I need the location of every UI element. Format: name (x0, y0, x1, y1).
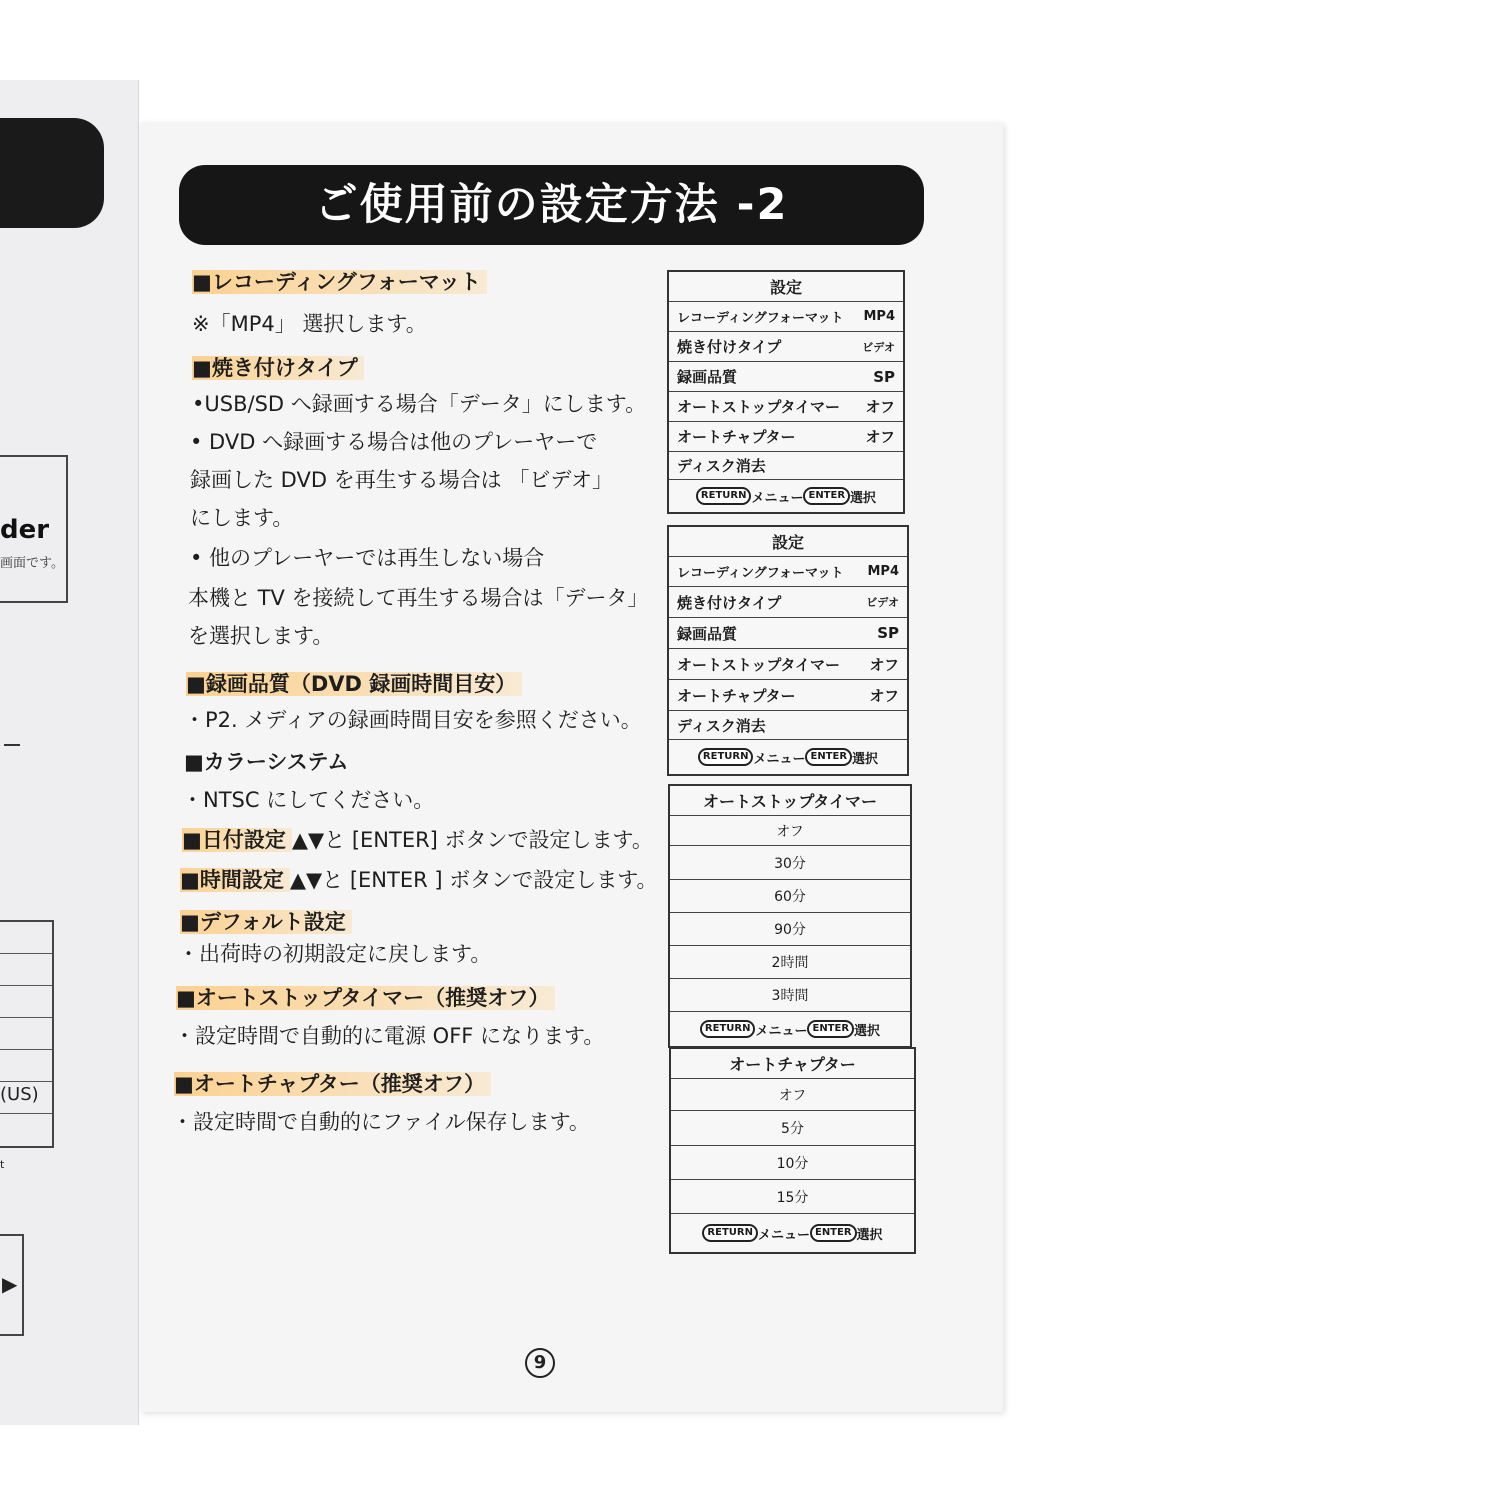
section-text: ・P2. メディアの録画時間目安を参照ください。 (184, 708, 642, 732)
menu-option: 2時間 (670, 946, 910, 979)
menu-row: レコーディングフォーマット MP4 (669, 302, 903, 332)
menu-row: 録画品質 SP (669, 618, 907, 649)
return-button-icon: RETURN (700, 1020, 756, 1038)
menu-row: 焼き付けタイプ ビデオ (669, 587, 907, 618)
menu-footer: RETURN メニュー ENTER 選択 (670, 1012, 910, 1046)
section-heading: ■録画品質（DVD 録画時間目安） (186, 668, 522, 698)
return-button-icon: RETURN (698, 748, 754, 766)
section-text: ・NTSC にしてください。 (182, 788, 435, 812)
previous-page-t-text: t (0, 1158, 5, 1171)
menu-row: 録画品質 SP (669, 362, 903, 392)
previous-page-text: der (0, 515, 50, 545)
previous-page-small-text: 画面です。 (0, 556, 64, 571)
menu-option: オフ (670, 816, 910, 846)
page-title: ご使用前の設定方法 -2 (179, 165, 924, 245)
section-text: • DVD へ録画する場合は他のプレーヤーで (190, 430, 598, 454)
section-heading: ■焼き付けタイプ (192, 352, 364, 382)
section-text: ・設定時間で自動的に電源 OFF になります。 (174, 1024, 605, 1048)
previous-page-table (0, 920, 54, 1148)
menu-option: 5分 (671, 1111, 914, 1146)
menu-row: オートチャプター オフ (669, 422, 903, 452)
enter-button-icon: ENTER (805, 748, 852, 766)
menu-footer: RETURN メニュー ENTER 選択 (671, 1214, 914, 1252)
menu-row: 焼き付けタイプ ビデオ (669, 332, 903, 362)
section-line: ■時間設定 ▲▼と [ENTER ] ボタンで設定します。 (180, 868, 658, 892)
menu-option: 30分 (670, 846, 910, 880)
section-heading: ■オートストップタイマー（推奨オフ） (176, 982, 555, 1012)
enter-button-icon: ENTER (807, 1020, 854, 1038)
previous-page-banner (0, 118, 104, 228)
section-text: ・設定時間で自動的にファイル保存します。 (172, 1110, 590, 1134)
previous-page (0, 80, 139, 1425)
section-text: にします。 (190, 506, 294, 530)
section-heading: ■オートチャプター（推奨オフ） (174, 1068, 491, 1098)
menu-row: ディスク消去 (669, 452, 903, 480)
enter-button-icon: ENTER (810, 1224, 857, 1242)
return-button-icon: RETURN (702, 1224, 758, 1242)
auto-chapter-menu-screen (669, 1047, 916, 1254)
enter-button-icon: ENTER (803, 487, 850, 505)
settings-menu-screen (667, 270, 905, 514)
menu-title: オートストップタイマー (670, 786, 910, 816)
menu-footer: RETURN メニュー ENTER 選択 (669, 480, 903, 512)
menu-row: オートストップタイマー オフ (669, 649, 907, 680)
play-arrow-icon: ▶ (2, 1272, 18, 1296)
settings-menu-screen-2 (667, 525, 909, 776)
section-text: • 他のプレーヤーでは再生しない場合 (190, 546, 545, 570)
section-text: ※「MP4」 選択します。 (192, 312, 427, 336)
menu-footer: RETURN メニュー ENTER 選択 (669, 740, 907, 774)
menu-option: 60分 (670, 880, 910, 913)
menu-option: 15分 (671, 1180, 914, 1214)
previous-page-dash (4, 744, 20, 746)
return-button-icon: RETURN (696, 487, 752, 505)
section-text: •USB/SD へ録画する場合「データ」にします。 (192, 392, 647, 416)
menu-row: ディスク消去 (669, 711, 907, 740)
section-text: 本機と TV を接続して再生する場合は「データ」 (188, 586, 649, 610)
section-text: ・出荷時の初期設定に戻します。 (178, 942, 492, 966)
previous-page-us-text: (US) (0, 1084, 39, 1105)
menu-option: 3時間 (670, 979, 910, 1012)
menu-title: オートチャプター (671, 1049, 914, 1079)
menu-row: オートストップタイマー オフ (669, 392, 903, 422)
section-line: ■日付設定 ▲▼と [ENTER] ボタンで設定します。 (182, 828, 653, 852)
menu-title: 設定 (669, 272, 903, 302)
menu-row: レコーディングフォーマット MP4 (669, 557, 907, 587)
menu-option: オフ (671, 1079, 914, 1111)
section-text: 録画した DVD を再生する場合は 「ビデオ」 (190, 468, 613, 492)
section-heading: ■レコーディングフォーマット (192, 266, 487, 296)
menu-row: オートチャプター オフ (669, 680, 907, 711)
section-text: を選択します。 (188, 624, 334, 648)
auto-stop-timer-menu-screen (668, 784, 912, 1048)
section-heading: ■デフォルト設定 (180, 906, 352, 936)
menu-option: 90分 (670, 913, 910, 946)
page-number: 9 (525, 1348, 555, 1378)
section-heading: ■カラーシステム (184, 750, 349, 774)
menu-option: 10分 (671, 1146, 914, 1180)
menu-title: 設定 (669, 527, 907, 557)
